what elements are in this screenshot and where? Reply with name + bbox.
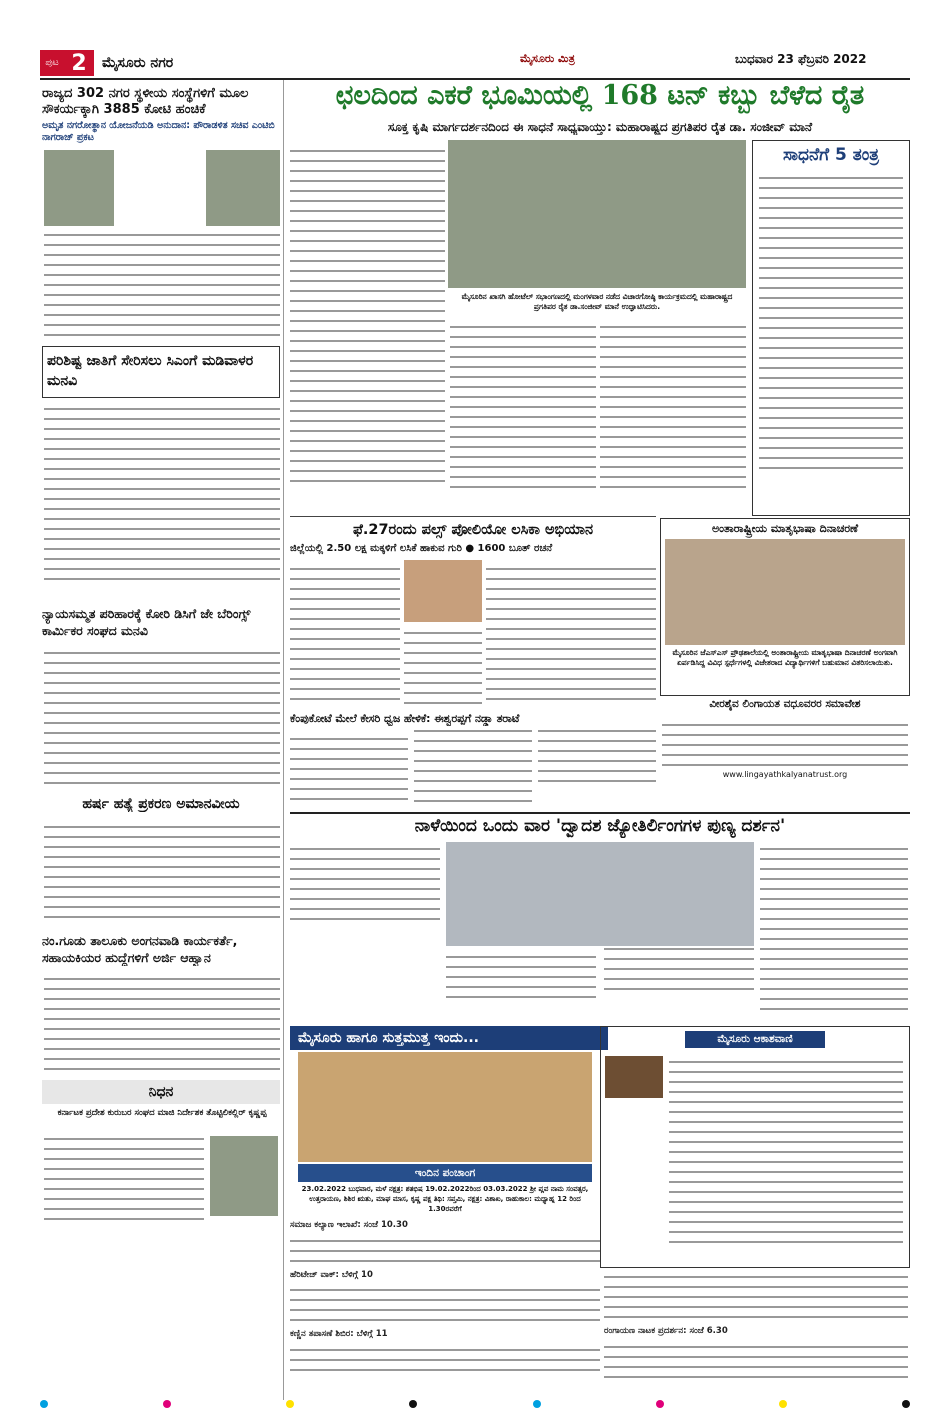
polio-headline: ಫೆ.27ರಂದು ಪಲ್ಸ್ ಪೋಲಿಯೋ ಲಸಿಕಾ ಅಭಿಯಾನ: [352, 522, 594, 538]
side-box-body: [753, 169, 909, 489]
language-day-photo: [665, 539, 905, 645]
today-banner: ಮೈಸೂರು ಹಾಗೂ ಸುತ್ತಮುತ್ತ ಇಂದು...: [290, 1026, 608, 1050]
today-entry: ಸಮಾಜ ಕಲ್ಯಾಣ ಇಲಾಖೆ: ಸಂಜೆ 10.30: [290, 1220, 408, 1230]
language-day-caption: ಮೈಸೂರಿನ ಜೆಎಸ್‌ಎಸ್ ಪ್ರೌಢಶಾಲೆಯಲ್ಲಿ ಅಂತಾರಾಷ್ಟ್ರೀಯ ಮಾತೃಭಾಷಾ ದಿನಾಚರಣೆ ಅಂಗವಾಗಿ ಏರ್ಪಡಿಸಿದ್ದ ವಿವಿಧ ಸ್ಪರ್ಧೆಗಳಲ್ಲಿ ವಿಜೇತರಾದ ವಿದ್ಯಾರ್ಥಿಗಳಿಗೆ ಬಹುಮಾನ ವಿತರಿಸಲಾಯಿತು.: [672, 648, 898, 667]
story1-headline: ರಾಜ್ಯದ 302 ನಗರ ಸ್ಥಳೀಯ ಸಂಸ್ಥೆಗಳಿಗೆ ಮೂಲ ಸೌಕರ್ಯಕ್ಕಾಗಿ 3885 ಕೋಟಿ ಹಂಚಿಕೆ: [42, 86, 249, 117]
lead-photo-caption: ಮೈಸೂರಿನ ಖಾಸಗಿ ಹೋಟೆಲ್ ಸಭಾಂಗಣದಲ್ಲಿ ಮಂಗಳವಾರ ನಡೆದ ವಿಚಾರಗೋಷ್ಠಿ ಕಾರ್ಯಕ್ರಮದಲ್ಲಿ ಮಹಾರಾಷ್ಟ್ರದ ಪ್ರಗತಿಪರ ರೈತ ಡಾ.ಸಂಜೀವ್ ಮಾನೆ ಉದ್ಘಾಟಿಸಿದರು.: [461, 292, 733, 311]
story1-subhead: ಅಮೃತ ನಗರೋತ್ಥಾನ ಯೋಜನೆಯಡಿ ಅನುದಾನ: ಪೌರಾಡಳಿತ ಸಚಿವ ಎಂಟಿಬಿ ನಾಗರಾಜ್ ಪ್ರಕಟ: [42, 120, 275, 143]
story5-headline: ನಂ.ಗೂಡು ತಾಲೂಕು ಅಂಗನವಾಡಿ ಕಾರ್ಯಕರ್ತೆ, ಸಹಾಯಕಿಯರ ಹುದ್ದೆಗಳಿಗೆ ಅರ್ಜಿ ಆಹ್ವಾನ: [42, 933, 238, 965]
section-title: ಮೈಸೂರು ನಗರ: [102, 55, 174, 71]
panchanga-title: ಇಂದಿನ ಪಂಚಾಂಗ: [298, 1164, 592, 1182]
polio-rule: [290, 516, 656, 517]
lingayat-body: [662, 716, 908, 768]
palace-photo: [298, 1052, 592, 1162]
panchanga-text: 23.02.2022 ಬುಧವಾರ, ಮಳೆ ನಕ್ಷತ್ರ: ಶತಭಿಷ 19.02.2022ರಿಂದ 03.03.2022 ಶ್ರೀ ಪ್ಲವ ನಾಮ ಸಂವತ್ಸರ, ಉತ್ತರಾಯಣ, ಶಿಶಿರ ಋತು, ಮಾಘ ಮಾಸ, ಕೃಷ್ಣ ಪಕ್ಷ ತಿಥಿ: ಸಪ್ತಮಿ, ನಕ್ಷತ್ರ: ವಿಶಾಖ, ರಾಹುಕಾಲ: ಮಧ್ಯಾಹ್ನ 12 ರಿಂದ 1.30ರವರೆಗೆ: [301, 1185, 589, 1213]
polio-subhead: ಜಿಲ್ಲೆಯಲ್ಲಿ 2.50 ಲಕ್ಷ ಮಕ್ಕಳಿಗೆ ಲಸಿಕೆ ಹಾಕುವ ಗುರಿ ● 1600 ಬೂತ್ ರಚನೆ: [290, 543, 553, 554]
print-registration-marks: [40, 1400, 910, 1410]
story1-body: [44, 226, 280, 346]
official-photo: [206, 150, 280, 226]
side-box-title: ಸಾಧನೆಗೆ 5 ತಂತ್ರ: [783, 145, 879, 165]
lead-body-col1: [290, 142, 445, 514]
obituary-body: [44, 1130, 204, 1230]
obituary-photo: [210, 1136, 278, 1216]
lead-headline: ಛಲದಿಂದ ಎಕರೆ ಭೂಮಿಯಲ್ಲಿ 168 ಟನ್ ಕಬ್ಬು ಬೆಳೆದ ರೈತ: [335, 80, 865, 111]
jyotirlinga-body-col1: [290, 840, 440, 926]
lingayat-url[interactable]: www.lingayathkalyanatrust.org: [722, 770, 848, 779]
jyotirlinga-body-col3: [760, 840, 908, 1026]
story4-headline: ಹರ್ಷ ಹತ್ಯೆ ಪ್ರಕರಣ ಅಮಾನವೀಯ: [82, 796, 240, 812]
lead-body-col2: [450, 318, 596, 514]
jyotirlinga-photo: [446, 842, 754, 946]
story2-body: [44, 400, 280, 600]
minister-photo: [44, 150, 114, 226]
column-divider: [283, 80, 284, 1400]
story5-body: [44, 970, 280, 1078]
flag-body: [290, 730, 656, 814]
today-entry: ರಂಗಾಯಣ ನಾಟಕ ಪ್ರದರ್ಶನ: ಸಂಜೆ 6.30: [604, 1326, 728, 1336]
language-day-box: [660, 518, 910, 696]
lead-photo: [448, 140, 746, 288]
page-label: ಪುಟ: [40, 50, 64, 76]
obituary-subhead: ಕರ್ನಾಟಕ ಪ್ರದೇಶ ಕುರುಬರ ಸಂಘದ ಮಾಜಿ ನಿರ್ದೇಶಕ ತೊಟ್ಟಿಲಿಕಲ್ಲಿರ್ ಕೃಷ್ಣಪ್ಪ: [57, 1108, 267, 1118]
brand-name: ಮೈಸೂರು ಮಿತ್ರ: [520, 52, 575, 65]
polio-photo: [404, 560, 482, 622]
today-list-left: [290, 1220, 600, 1396]
lead-subhead: ಸೂಕ್ತ ಕೃಷಿ ಮಾರ್ಗದರ್ಶನದಿಂದ ಈ ಸಾಧನೆ ಸಾಧ್ಯವಾಯ್ತು: ಮಹಾರಾಷ್ಟ್ರದ ಪ್ರಗತಿಪರ ರೈತ ಡಾ. ಸಂಜೀವ್ ಮಾನೆ: [387, 120, 813, 134]
today-list-right: [604, 1268, 908, 1396]
story4-body: [44, 818, 280, 930]
story3-body: [44, 644, 280, 794]
lead-body-col3: [600, 318, 746, 514]
story2-box: [42, 346, 280, 398]
radio-title: ಮೈಸೂರು ಆಕಾಶವಾಣಿ: [685, 1031, 825, 1048]
polio-body-col3: [486, 560, 656, 710]
page-header-left: [40, 48, 280, 78]
page-number: 2: [64, 50, 94, 76]
polio-body-col1: [290, 560, 400, 710]
dateline: ಬುಧವಾರ 23 ಫೆಬ್ರವರಿ 2022: [735, 52, 867, 66]
side-box: [752, 140, 910, 516]
story2-headline: ಪರಿಶಿಷ್ಟ ಜಾತಿಗೆ ಸೇರಿಸಲು ಸಿಎಂಗೆ ಮಡಿವಾಳರ ಮನವಿ: [47, 353, 254, 389]
flag-headline: ಕೆಂಪುಕೋಟೆ ಮೇಲೆ ಕೇಸರಿ ಧ್ವಜ ಹೇಳಿಕೆ: ಈಶ್ವರಪ್ಪಗೆ ನಡ್ಡಾ ತರಾಟೆ: [290, 712, 520, 725]
radio-icon: [605, 1056, 663, 1098]
lingayat-headline: ವೀರಶೈವ ಲಿಂಗಾಯತ ವಧೂವರರ ಸಮಾವೇಶ: [709, 698, 861, 710]
radio-box: [600, 1026, 910, 1268]
obituary-title: ನಿಧನ: [42, 1080, 280, 1104]
language-day-title: ಅಂತಾರಾಷ್ಟ್ರೀಯ ಮಾತೃಭಾಷಾ ದಿನಾಚರಣೆ: [711, 522, 859, 535]
today-entry: ಹೆರಿಟೇಜ್ ವಾಕ್: ಬೆಳಿಗ್ಗೆ 10: [290, 1269, 373, 1280]
jyotirlinga-body-col2: [446, 948, 754, 1024]
radio-schedule: [669, 1053, 903, 1263]
story3-headline: ನ್ಯಾಯಸಮ್ಮತ ಪರಿಹಾರಕ್ಕೆ ಕೋರಿ ಡಿಸಿಗೆ ಜೇ ಬೆರಿಂಗ್ಸ್ ಕಾರ್ಮಿಕರ ಸಂಘದ ಮನವಿ: [42, 606, 251, 638]
jyotirlinga-headline: ನಾಳೆಯಿಂದ ಒಂದು ವಾರ 'ದ್ವಾದಶ ಜ್ಯೋತಿರ್ಲಿಂಗಗಳ ಪುಣ್ಯ ದರ್ಶನ': [414, 816, 786, 836]
polio-body-col2: [404, 624, 482, 710]
today-entry: ಕಣ್ಣಿನ ತಪಾಸಣೆ ಶಿಬಿರ: ಬೆಳಿಗ್ಗೆ 11: [290, 1329, 388, 1339]
